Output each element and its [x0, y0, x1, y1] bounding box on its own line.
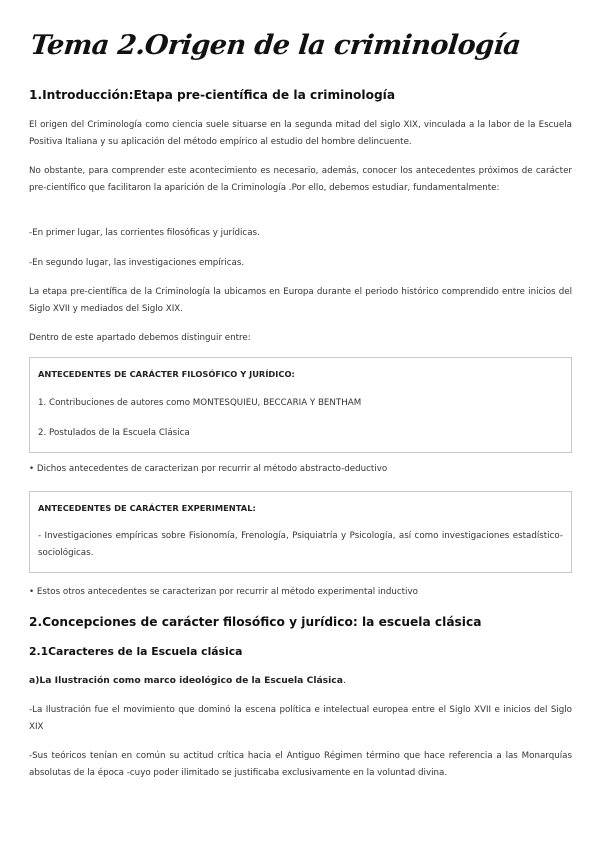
note-abstract-deductive: • Dichos antecedentes de caracterizan por recurrir al método abstracto-deductivo [29, 464, 388, 474]
paragraph-second-place: -En segundo lugar, las investigaciones empíricas. [29, 258, 245, 268]
paragraph-origin: El origen del Criminología como ciencia suele situarse en la segunda mitad del siglo XIX, vinculada a la labor de la Escuela Positiva Italiana y su aplicación del método empírico al estudio del hombre delincuente. [29, 120, 572, 147]
paragraph-antecedents: No obstante, para comprender este acontecimiento es necesario, además, conocer los antecedentes próximos de carácter pre-científico que facilitaron la aparición de la Criminología .Por ello, debemos estudiar, fundamentalmente: [29, 166, 572, 193]
section-2-1-heading: 2.1Caracteres de la Escuela clásica [29, 645, 243, 658]
subsection-a-bold: a)La Ilustración como marco ideológico de la Escuela Clásica [29, 675, 343, 686]
paragraph-first-place: -En primer lugar, las corrientes filosóficas y jurídicas. [29, 228, 260, 238]
box-text: - Investigaciones empíricas sobre Fisionomía, Frenología, Psiquiatría y Psicología, así como investigaciones estadístico-sociológicas. [38, 531, 563, 558]
note-experimental-inductive: • Estos otros antecedentes se caracterizan por recurrir al método experimental inductivo [29, 587, 418, 597]
paragraph-distinguish: Dentro de este apartado debemos distinguir entre: [29, 333, 251, 343]
section-2-heading: 2.Concepciones de carácter filosófico y jurídico: la escuela clásica [29, 615, 482, 629]
paragraph-critical-attitude: -Sus teóricos tenían en común su actitud crítica hacia el Antiguo Régimen término que hace referencia a las Monarquías absolutas de la época -cuyo poder ilimitado se justificaba exclusivamente en la voluntad divina. [29, 751, 572, 778]
paragraph-illustration: -La Ilustración fue el movimiento que dominó la escena política e intelectual europea entre el Siglo XVII e inicios del Siglo XIX [29, 705, 572, 732]
subsection-a-end: . [342, 675, 346, 686]
box-item: 2. Postulados de la Escuela Clásica [38, 428, 190, 438]
box-title: ANTECEDENTES DE CARÁCTER EXPERIMENTAL: [38, 503, 256, 513]
page-title: Tema 2.Origen de la criminología [29, 30, 523, 61]
box-title: ANTECEDENTES DE CARÁCTER FILOSÓFICO Y JURÍDICO: [38, 369, 295, 379]
paragraph-prescientific-stage: La etapa pre-científica de la Criminología la ubicamos en Europa durante el periodo histórico comprendido entre inicios del Siglo XVII y mediados del Siglo XIX. [29, 287, 572, 314]
subsection-a-heading [29, 675, 346, 686]
experimental-box [29, 491, 572, 573]
section-1-heading: 1.Introducción:Etapa pre-científica de la criminología [29, 88, 396, 102]
philosophical-legal-box [29, 357, 572, 453]
box-item: 1. Contribuciones de autores como MONTESQUIEU, BECCARIA Y BENTHAM [38, 398, 362, 408]
